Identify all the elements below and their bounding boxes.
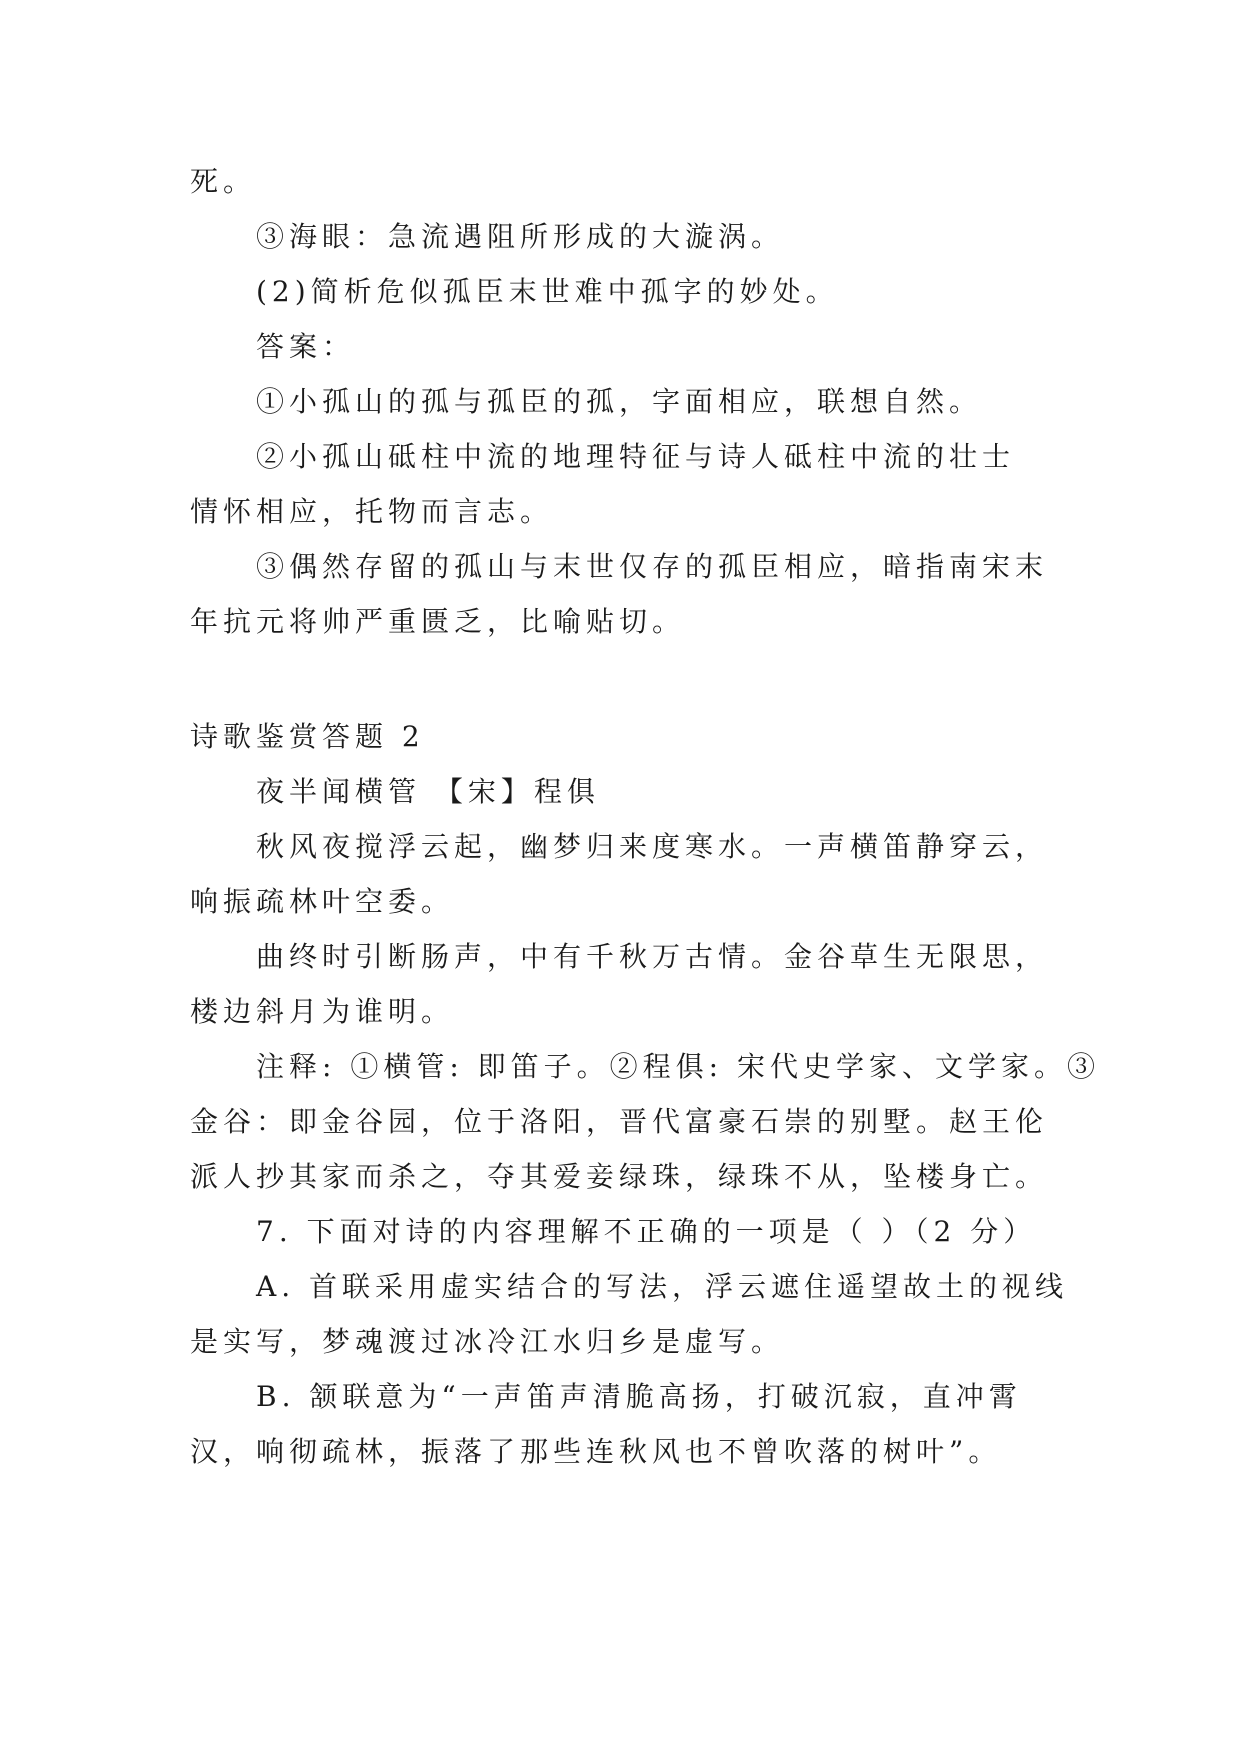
option-line: A. 首联采用虚实结合的写法，浮云遮住遥望故土的视线 xyxy=(256,1270,1069,1303)
text-line: (2)简析危似孤臣末世难中孤字的妙处。 xyxy=(256,275,839,308)
text-line: 死。 xyxy=(190,165,257,198)
text-line: 情怀相应，托物而言志。 xyxy=(190,495,554,528)
option-line: 是实写，梦魂渡过冰冷江水归乡是虚写。 xyxy=(190,1325,785,1358)
poem-line: 秋风夜搅浮云起，幽梦归来度寒水。一声横笛静穿云， xyxy=(256,830,1049,863)
annotation-line: 金谷：即金谷园，位于洛阳，晋代富豪石崇的别墅。赵王伦 xyxy=(190,1105,1049,1138)
poem-title: 夜半闻横管 【宋】程俱 xyxy=(256,775,600,808)
question-line: 7. 下面对诗的内容理解不正确的一项是（ ）（2 分） xyxy=(256,1215,1037,1248)
annotation-line: 注释: ①横管: 即笛子。②程俱: 宋代史学家、文学家。③ xyxy=(256,1050,1101,1083)
text-line: ③偶然存留的孤山与末世仅存的孤臣相应，暗指南宋末 xyxy=(256,550,1049,583)
poem-line: 楼边斜月为谁明。 xyxy=(190,995,455,1028)
text-line: ②小孤山砥柱中流的地理特征与诗人砥柱中流的壮士 xyxy=(256,440,1016,473)
option-line: B. 颔联意为“一声笛声清脆高扬，打破沉寂，直冲霄 xyxy=(256,1380,1022,1413)
poem-line: 曲终时引断肠声，中有千秋万古情。金谷草生无限思， xyxy=(256,940,1049,973)
annotation-line: 派人抄其家而杀之，夺其爱妾绿珠，绿珠不从，坠楼身亡。 xyxy=(190,1160,1049,1193)
section-heading: 诗歌鉴赏答题 2 xyxy=(190,720,425,753)
text-line: 答案： xyxy=(256,330,356,363)
text-line: 年抗元将帅严重匮乏，比喻贴切。 xyxy=(190,605,686,638)
option-line: 汉，响彻疏林，振落了那些连秋风也不曾吹落的树叶”。 xyxy=(190,1435,1002,1468)
text-line: ①小孤山的孤与孤臣的孤，字面相应，联想自然。 xyxy=(256,385,983,418)
text-line: ③海眼：急流遇阻所形成的大漩涡。 xyxy=(256,220,785,253)
poem-line: 响振疏林叶空委。 xyxy=(190,885,455,918)
